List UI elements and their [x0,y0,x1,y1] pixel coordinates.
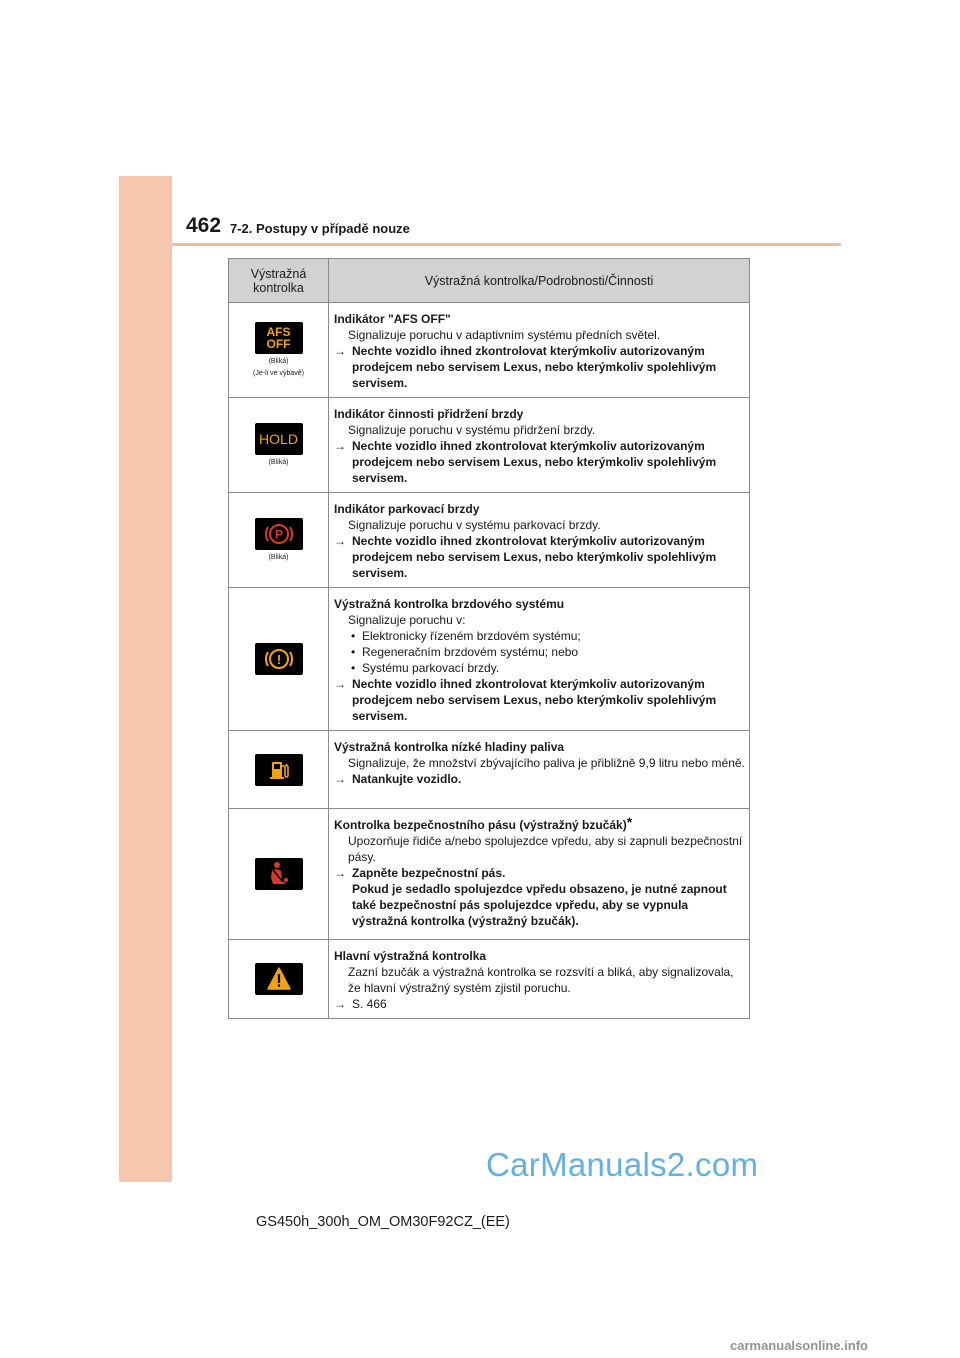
row-title: Hlavní výstražná kontrolka [334,949,487,963]
section-title: 7-2. Postupy v případě nouze [230,221,410,236]
row-title: Indikátor parkovací brzdy [334,502,480,516]
arrow-icon: → [334,677,346,691]
list-item: • Systému parkovací brzdy. [351,661,500,675]
row-description: Signalizuje poruchu v systému přidržení brzdy. [348,423,596,437]
icon-cell [229,493,329,588]
row-description: Signalizuje, že množství zbývajícího paliva je přibližně 9,9 litru nebo méně. [348,756,745,770]
table-row [229,940,750,1019]
table-row [229,303,750,398]
details-cell [329,731,750,809]
hold-icon [255,423,303,455]
row-description: Signalizuje poruchu v: [348,613,466,627]
arrow-icon: → [334,772,346,786]
table-row [229,809,750,940]
svg-text:P: P [274,527,283,542]
page-reference-link[interactable]: S. 466 [352,997,387,1011]
manual-id: GS450h_300h_OM_OM30F92CZ_(EE) [256,1214,510,1230]
row-action: → Nechte vozidlo ihned zkontrolovat kterýmkoliv autorizovaným prodejcem nebo servisem Lexus, nebo kterýmkoliv spolehlivým servisem. [334,677,717,723]
warning-lights-table [228,258,750,1019]
row-title: Indikátor činnosti přidržení brzdy [334,407,524,421]
icon-note: (Bliká) [268,554,289,561]
icon-note-optional: (Je-li ve výbavě) [253,370,304,377]
watermark-carmanualsonline: carmanualsonline.info [730,1338,868,1353]
header-divider [172,243,841,246]
brake-system-icon [255,643,303,675]
row-action: → Nechte vozidlo ihned zkontrolovat kterýmkoliv autorizovaným prodejcem nebo servisem Lexus, nebo kterýmkoliv spolehlivým servisem. [334,344,717,390]
col-header-details: Výstražná kontrolka/Podrobnosti/Činnosti [329,259,750,303]
table-row [229,588,750,731]
table-row [229,398,750,493]
row-action: → Nechte vozidlo ihned zkontrolovat kterýmkoliv autorizovaným prodejcem nebo servisem Lexus, nebo kterýmkoliv spolehlivým servisem. [334,439,717,485]
row-title: Indikátor "AFS OFF" [334,312,451,326]
details-cell [329,809,750,940]
row-action: → Zapněte bezpečnostní pás. [334,866,506,880]
row-action-detail: Pokud je sedadlo spolujezdce vpředu obsazeno, je nutné zapnout také bezpečnostní pás spolujezdce vpředu, aby se vypnula výstražná kontrolka (výstražný bzučák). [352,882,727,928]
parking-brake-icon [255,518,303,550]
watermark-carmanuals2: CarManuals2.com [486,1146,759,1183]
arrow-icon: → [334,997,346,1011]
details-cell [329,940,750,1019]
details-cell [329,398,750,493]
list-item: • Elektronicky řízeném brzdovém systému; [351,629,581,643]
details-cell [329,303,750,398]
hold-icon-label: HOLD [259,431,298,447]
arrow-icon: → [334,344,346,358]
row-description: Upozorňuje řidiče a/nebo spolujezdce vpředu, aby si zapnuli bezpečnostní pásy. [348,834,743,864]
icon-cell [229,731,329,809]
afs-off-icon [255,322,303,354]
details-cell [329,493,750,588]
row-description: Zazní bzučák a výstražná kontrolka se rozsvítí a bliká, aby signalizovala, že hlavní výstražný systém zjistil poruchu. [348,965,734,995]
icon-note: (Bliká) [268,459,289,466]
side-color-band [119,176,172,1182]
icon-cell [229,940,329,1019]
table-row [229,731,750,809]
footnote-star: * [626,814,633,830]
arrow-icon: → [334,534,346,548]
icon-cell [229,588,329,731]
row-description: Signalizuje poruchu v systému parkovací brzdy. [348,518,601,532]
row-action [334,996,745,1012]
row-title: Výstražná kontrolka brzdového systému [334,597,565,611]
icon-cell [229,398,329,493]
svg-text:!: ! [276,652,281,667]
master-warning-icon [255,963,303,995]
icon-cell [229,303,329,398]
icon-note: (Bliká) [268,358,289,365]
page-number: 462 [186,214,222,237]
row-description: Signalizuje poruchu v adaptivním systému předních světel. [348,328,661,342]
row-action: → Natankujte vozidlo. [334,772,462,786]
row-action: → Nechte vozidlo ihned zkontrolovat kterýmkoliv autorizovaným prodejcem nebo servisem Lexus, nebo kterýmkoliv spolehlivým servisem. [334,534,717,580]
afs-off-icon-label: AFS OFF [266,325,291,351]
table-row [229,493,750,588]
list-item: • Regeneračním brzdovém systému; nebo [351,645,579,659]
col-header-light: Výstražná kontrolka [229,259,329,303]
details-cell [329,588,750,731]
icon-cell [229,809,329,940]
fuel-pump-icon [255,754,303,786]
seatbelt-icon [255,858,303,890]
arrow-icon: → [334,439,346,453]
row-title: Kontrolka bezpečnostního pásu (výstražný bzučák)* [334,814,633,832]
arrow-icon: → [334,866,346,880]
row-title: Výstražná kontrolka nízké hladiny paliva [334,740,565,754]
table-header-row [229,259,750,303]
